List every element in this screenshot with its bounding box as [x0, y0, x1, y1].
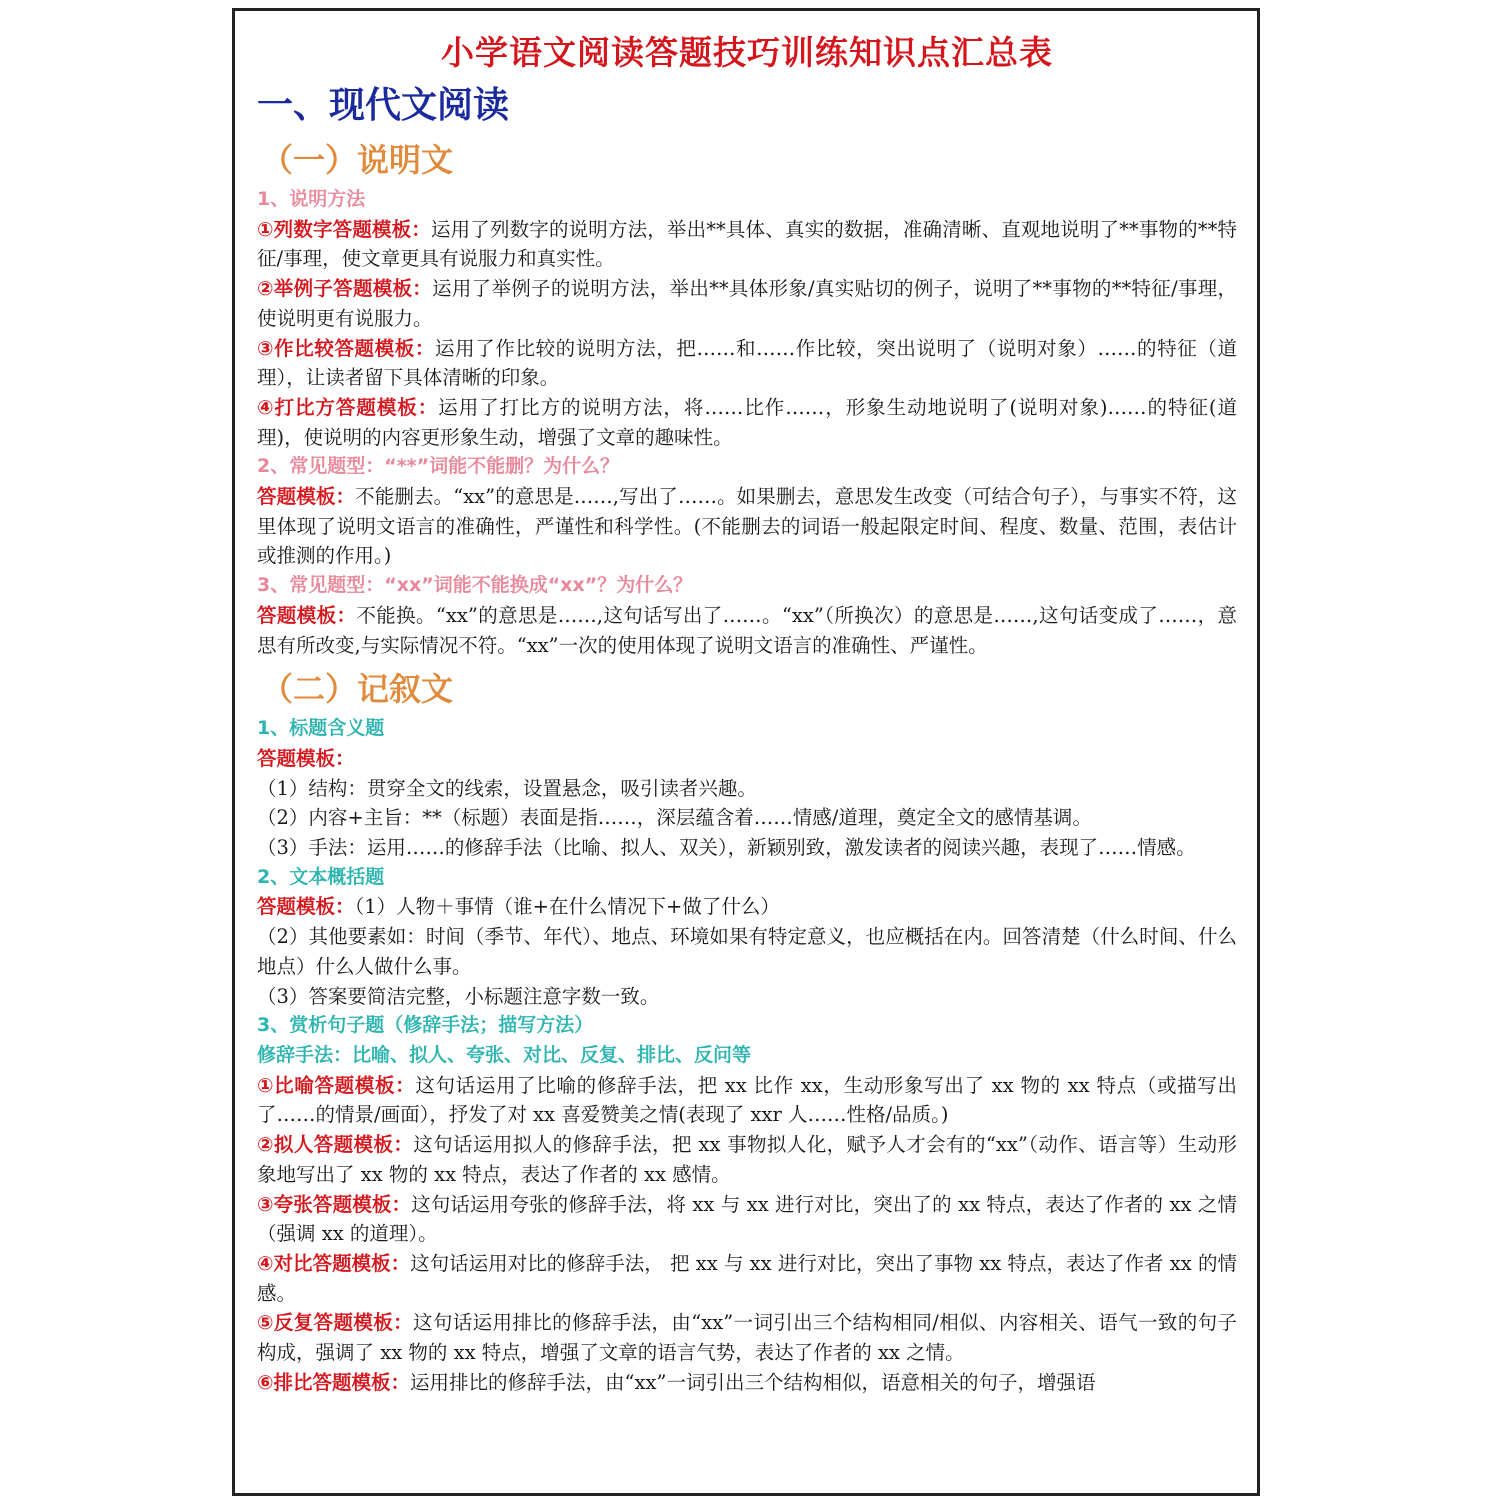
subheading-question-replace: 3、常见题型：“xx”词能不能换成“xx”？为什么？ — [257, 574, 693, 597]
template-text: 运用了举例子的说明方法，举出**具体形象/真实贴切的例子，说明了**事物的**特征/事理，使说明更有说服力。 — [257, 277, 1237, 330]
part-heading-expository: （一）说明文 — [261, 141, 454, 179]
template-text: 这句话运用排比的修辞手法，由“xx”一词引出三个结构相同/相似、内容相关、语气一致的句子构成，强调了 xx 物的 xx 特点，增强了文章的语言气势，表达了作者的 xx 之情。 — [257, 1311, 1237, 1365]
list-item: （3）手法：运用……的修辞手法（比喻、拟人、双关），新颖别致，激发读者的阅读兴趣，表现了……情感。 — [257, 836, 1196, 860]
template-paragraph — [257, 1130, 1237, 1189]
template-label: 答题模板： — [257, 603, 357, 627]
subheading-summary: 2、文本概括题 — [257, 865, 385, 888]
section-heading-modern-reading: 一、现代文阅读 — [257, 84, 510, 126]
template-label: ②拟人答题模板： — [257, 1133, 414, 1157]
template-paragraph — [257, 274, 1237, 333]
template-label: ④打比方答题模板： — [257, 395, 439, 419]
subheading-title-meaning: 1、标题含义题 — [257, 717, 385, 740]
template-text: 不能换。“xx”的意思是……,这句话写出了……。“xx”（所换次）的意思是……,这句话变成了……，意思有所改变,与实际情况不符。“xx”一次的使用体现了说明文语言的准确性、严谨性。 — [257, 603, 1237, 657]
template-label: ①比喻答题模板： — [257, 1073, 416, 1097]
list-item: （2）内容+主旨：**（标题）表面是指……，深层蕴含着……情感/道理，奠定全文的感情基调。 — [257, 806, 1092, 830]
template-paragraph — [257, 601, 1237, 660]
template-label: ①列数字答题模板： — [257, 217, 431, 241]
template-paragraph — [257, 393, 1237, 452]
template-text: 不能删去。“xx”的意思是……,写出了……。如果删去，意思发生改变（可结合句子），与事实不符，这里体现了说明文语言的准确性，严谨性和科学性。(不能删去的词语一般起限定时间、程度、数量、范围，表估计或推测的作用。) — [257, 485, 1237, 568]
template-label: ⑤反复答题模板： — [257, 1311, 414, 1335]
list-item: （3）答案要简洁完整，小标题注意字数一致。 — [257, 984, 660, 1008]
template-text: 这句话运用了比喻的修辞手法，把 xx 比作 xx，生动形象写出了 xx 物的 xx 特点（或描写出了……的情景/画面），抒发了对 xx 喜爱赞美之情(表现了 xxr 人……性格/品质。) — [257, 1073, 1237, 1127]
template-paragraph — [257, 1249, 1237, 1308]
subheading-sentence-appreciation: 3、赏析句子题（修辞手法；描写方法） — [257, 1014, 594, 1037]
template-text: 这句话运用对比的修辞手法， 把 xx 与 xx 进行对比，突出了事物 xx 特点，表达了作者 xx 的情感。 — [257, 1251, 1237, 1305]
template-label: ③作比较答题模板： — [257, 336, 436, 360]
list-item: （2）其他要素如：时间（季节、年代）、地点、环境如果有特定意义，也应概括在内。回答清楚（什么时间、什么地点）什么人做什么事。 — [257, 925, 1237, 978]
template-paragraph — [257, 482, 1237, 571]
template-label: ②举例子答题模板： — [257, 277, 433, 301]
template-label: 答题模板： — [257, 485, 356, 509]
document-title: 小学语文阅读答题技巧训练知识点汇总表 — [441, 33, 1053, 72]
template-text: 运用了作比较的说明方法，把……和……作比较，突出说明了（说明对象）……的特征（道理），让读者留下具体清晰的印象。 — [257, 336, 1237, 390]
part-heading-narrative: （二）记叙文 — [261, 670, 454, 709]
template-label: ③夸张答题模板： — [257, 1192, 412, 1216]
template-text: 运用了列数字的说明方法，举出**具体、真实的数据，准确清晰、直观地说明了**事物的**特征/事理，使文章更具有说服力和真实性。 — [257, 217, 1237, 271]
document-page — [232, 8, 1260, 1496]
template-text: 运用了打比方的说明方法，将……比作……，形象生动地说明了(说明对象)……的特征(道理)，使说明的内容更形象生动，增强了文章的趣味性。 — [257, 395, 1237, 449]
subheading-question-delete: 2、常见题型：“**”词能不能删？为什么？ — [257, 455, 620, 478]
template-paragraph — [257, 1190, 1237, 1249]
template-label: 答题模板： — [257, 746, 355, 770]
template-text: 这句话运用夸张的修辞手法，将 xx 与 xx 进行对比，突出了的 xx 特点，表达了作者的 xx 之情（强调 xx 的道理）。 — [257, 1192, 1237, 1246]
template-paragraph — [257, 744, 1237, 774]
list-item: （1）结构：贯穿全文的线索，设置悬念，吸引读者兴趣。 — [257, 776, 757, 800]
template-paragraph — [257, 1308, 1237, 1367]
template-paragraph — [257, 892, 1237, 922]
template-text: （1）人物＋事情（谁+在什么情况下+做了什么） — [354, 895, 780, 919]
template-paragraph — [257, 1071, 1237, 1130]
template-text: 运用排比的修辞手法，由“xx”一词引出三个结构相似，语意相关的句子，增强语 — [410, 1370, 1096, 1394]
template-label: ④对比答题模板： — [257, 1251, 411, 1275]
template-text: 这句话运用拟人的修辞手法，把 xx 事物拟人化，赋予人才会有的“xx”（动作、语言等）生动形象地写出了 xx 物的 xx 特点，表达了作者的 xx 感情。 — [257, 1133, 1237, 1186]
template-paragraph — [257, 215, 1237, 274]
template-paragraph — [257, 1368, 1237, 1398]
template-label: 答题模板： — [257, 895, 355, 919]
template-paragraph — [257, 334, 1237, 393]
template-label: ⑥排比答题模板： — [257, 1370, 411, 1394]
subheading-explanation-methods: 1、说明方法 — [257, 188, 366, 210]
subheading-rhetoric-list: 修辞手法：比喻、拟人、夸张、对比、反复、排比、反问等 — [257, 1043, 752, 1066]
